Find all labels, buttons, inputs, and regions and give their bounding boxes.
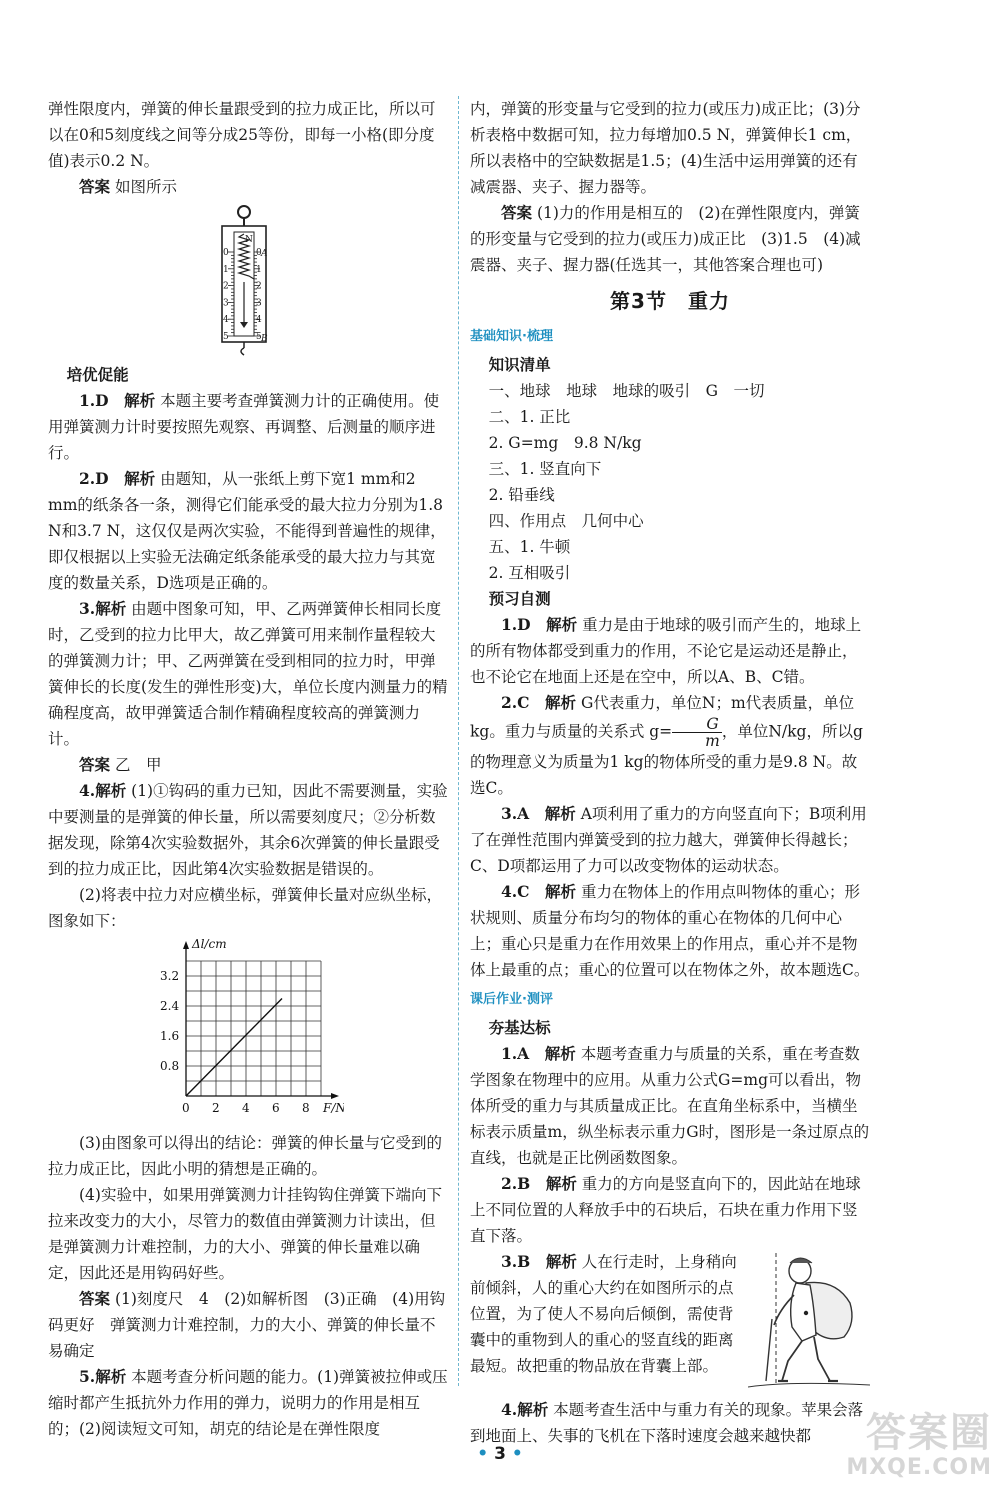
q4-answer: 答案 (1)刻度尺 4 (2)如解析图 (3)正确 (4)用钩码更好 弹簧测力计难控制，力的大小、弹簧的伸长量不易确定 xyxy=(48,1289,446,1360)
y-tick-label: 1.6 xyxy=(160,1029,180,1043)
watermark-url: MXQE.COM xyxy=(846,1455,992,1480)
subheading-basic-standard: 夯基达标 xyxy=(488,1018,551,1037)
knowledge-item-4: 三、1. 竖直向下 xyxy=(488,460,602,478)
section-heading-basic: 基础知识·梳理 xyxy=(470,329,553,344)
knowledge-item-8: 2. 互相吸引 xyxy=(488,564,571,582)
subheading-knowledge-list: 知识清单 xyxy=(488,355,551,374)
scale-left-label: 5 xyxy=(223,332,229,342)
hiker-svg xyxy=(748,1249,870,1389)
scale-right-label: 3 xyxy=(256,298,262,309)
knowledge-item-5: 2. 铅垂线 xyxy=(488,486,555,504)
column-divider xyxy=(458,96,459,1386)
y-tick-label: 2.4 xyxy=(160,999,180,1013)
x-tick-label: 2 xyxy=(212,1101,220,1115)
q4-text4: (4)实验中，如果用弹簧测力计挂钩钩住弹簧下端向下拉来改变力的大小，尽管力的数值由弹簧测力计读出，但是弹簧测力计难控制，力的大小、弹簧的伸长量难以确定，因此还是用钩码好些。 xyxy=(48,1186,442,1282)
knowledge-item-2: 二、1. 正比 xyxy=(488,408,571,426)
watermark-logo-text: 答案圈 xyxy=(866,1410,992,1456)
scale-right-label: 5 xyxy=(256,332,262,342)
scale-left-label: 3 xyxy=(223,298,229,309)
x-axis-label: F/N xyxy=(323,1101,344,1115)
x-tick-label: 6 xyxy=(272,1101,280,1115)
answer-line: 答案 如图所示 xyxy=(79,177,177,196)
scale-left-label: 0 xyxy=(223,248,229,258)
scale-right-label: 1 xyxy=(256,264,262,275)
p2-text: 2.C 解析 G代表重力，单位N；m代表质量，单位kg。重力与质量的关系式 g= $\frac{G}{m}$ ，单位N/kg，所以g的物理意义为质量为1 kg的物体所受的重力是9.8 N。故选C。 xyxy=(470,693,863,797)
scale-left-label: 1 xyxy=(223,264,229,275)
knowledge-item-7: 五、1. 牛顿 xyxy=(488,538,571,556)
q5-text: 5.解析 本题考查分析问题的能力。(1)弹簧被拉伸或压缩时都产生抵抗外力作用的弹力，说明力的作用是相互的；(2)阅读短文可知，胡克的结论是在弹性限度 xyxy=(48,1367,448,1438)
section-heading-homework: 课后作业·测评 xyxy=(470,992,553,1007)
scale-unit-label: N xyxy=(245,235,253,245)
mark-a-label: A xyxy=(261,249,268,259)
x-tick-label: 4 xyxy=(242,1101,250,1115)
subheading-preview-test: 预习自测 xyxy=(488,589,551,608)
knowledge-item-3: 2. G=mg 9.8 N/kg xyxy=(488,434,642,452)
continued-text: 内，弹簧的形变量与它受到的拉力(或压力)成正比；(3)分析表格中数据可知，拉力每增加0.5 N，弹簧伸长1 cm，所以表格中的空缺数据是1.5；(4)生活中运用弹簧的还有减震器、夹子、握力器等。 xyxy=(470,100,862,196)
watermark xyxy=(846,1411,992,1480)
scale-right-label: 4 xyxy=(256,315,262,326)
knowledge-item-6: 四、作用点 几何中心 xyxy=(488,512,644,530)
q2-text: 2.D 解析 由题知，从一张纸上剪下宽1 mm和2 mm的纸条各一条，测得它们能承受的最大拉力分别为1.8 N和3.7 N，这仅仅是两次实验，不能得到普遍性的规律，即仅根据以上实验无法确定纸条能承受的最大拉力与其宽度的数量关系，D选项是正确的。 xyxy=(48,469,446,592)
h4-text: 4.解析 本题考查生活中与重力有关的现象。苹果会落到地面上、失事的飞机在下落时速度会越来越快都 xyxy=(470,1400,864,1445)
q1-text: 1.D 解析 本题主要考查弹簧测力计的正确使用。使用弹簧测力计时要按照先观察、再调整、后测量的顺序进行。 xyxy=(48,391,440,462)
scale-right-label: 0 xyxy=(256,248,262,258)
q4-text1: 4.解析 (1)①钩码的重力已知，因此不需要测量，实验中要测量的是弹簧的伸长量，所以需要刻度尺；②分析数据发现，除第4次实验数据外，其余6次弹簧的伸长量跟受到的拉力成正比，因此第4次实验数据是错误的。 xyxy=(48,781,448,878)
y-tick-label: 0.8 xyxy=(160,1059,180,1073)
hiker-illustration xyxy=(748,1249,870,1397)
q5-answer: 答案 (1)力的作用是相互的 (2)在弹性限度内，弹簧的形变量与它受到的拉力(或压力)成正比 (3)1.5 (4)减震器、夹子、握力器(任选其一，其他答案合理也可) xyxy=(470,203,861,274)
x-axis-arrow xyxy=(331,1093,339,1099)
q4-text3: (3)由图象可以得出的结论：弹簧的伸长量与它受到的拉力成正比，因此小明的猜想是正确的。 xyxy=(48,1134,442,1178)
scale-left-label: 4 xyxy=(223,315,229,326)
x-tick-label: 0 xyxy=(182,1101,190,1115)
x-tick-label: 8 xyxy=(302,1101,310,1115)
p4-text: 4.C 解析 重力在物体上的作用点叫物体的重心；形状规则、质量分布均匀的物体的重心在物体的几何中心上；重心只是重力在作用效果上的作用点，重心并不是物体上最重的点；重心的位置可以在物体之外，故本题选C。 xyxy=(470,882,870,979)
h3-text: 3.B 解析 人在行走时，上身稍向前倾斜，人的重心大约在如图所示的点位置，为了使人不易向后倾倒，需使背囊中的重物到人的重心的竖直线的距离最短。故把重的物品放在背囊上部。 xyxy=(470,1252,737,1375)
q3-text: 3.解析 由题中图象可知，甲、乙两弹簧伸长相同长度时，乙受到的拉力比甲大，故乙弹簧可用来制作量程较大的弹簧测力计；甲、乙两弹簧在受到相同的拉力时，甲弹簧伸长的长度(发生的弹性形变)大，单位长度内测量力的精确程度高，故甲弹簧适合制作精确程度较高的弹簧测力计。 xyxy=(48,599,448,748)
extension-chart xyxy=(154,936,448,1130)
h1-text: 1.A 解析 本题考查重力与质量的关系，重在考查数学图象在物理中的应用。从重力公式G=mg可以看出，物体所受的重力与其质量成正比。在直角坐标系中，当横坐标表示质量m，纵坐标表示重力G时，图形是一条过原点的直线，也就是正比例函数图象。 xyxy=(470,1044,870,1167)
q3-answer: 答案 乙 甲 xyxy=(79,755,162,774)
page-number: • 3 • xyxy=(477,1444,523,1464)
left-column xyxy=(48,96,448,1442)
scale-left-label: 2 xyxy=(223,281,229,292)
mark-b-label: B xyxy=(261,334,268,344)
chart-svg xyxy=(154,936,344,1122)
h2-text: 2.B 解析 重力的方向是竖直向下的，因此站在地球上不同位置的人释放手中的石块后，石块在重力作用下竖直下落。 xyxy=(470,1174,861,1245)
y-tick-label: 3.2 xyxy=(160,969,180,983)
spring-scale-figure xyxy=(216,204,282,356)
y-axis-label: Δl/cm xyxy=(192,937,227,951)
right-column xyxy=(470,96,870,1449)
y-axis-arrow xyxy=(183,941,189,949)
section-title-peiyou: 培优促能 xyxy=(66,365,129,384)
scale-right-label: 2 xyxy=(256,281,262,292)
p3-text: 3.A 解析 A项利用了重力的方向竖直向下；B项利用了在弹性范围内弹簧受到的拉力越大，弹簧伸长得越长；C、D项都运用了力可以改变物体的运动状态。 xyxy=(470,804,867,875)
knowledge-item-1: 一、地球 地球 地球的吸引 G 一切 xyxy=(488,382,765,400)
spring-scale-svg xyxy=(216,204,282,356)
p1-text: 1.D 解析 重力是由于地球的吸引而产生的，地球上的所有物体都受到重力的作用，不论它是运动还是静止，也不论它在地面上还是在空中，所以A、B、C错。 xyxy=(470,615,862,686)
fraction-g-over-m: $\frac{G}{m}$ xyxy=(672,716,722,749)
intro-text: 弹性限度内，弹簧的伸长量跟受到的拉力成正比，所以可以在0和5刻度线之间等分成25等份，即每一小格(即分度值)表示0.2 N。 xyxy=(48,100,436,170)
q4-text2: (2)将表中拉力对应横坐标，弹簧伸长量对应纵坐标，图象如下： xyxy=(48,886,442,930)
chapter-title: 第3节 重力 xyxy=(610,289,730,313)
